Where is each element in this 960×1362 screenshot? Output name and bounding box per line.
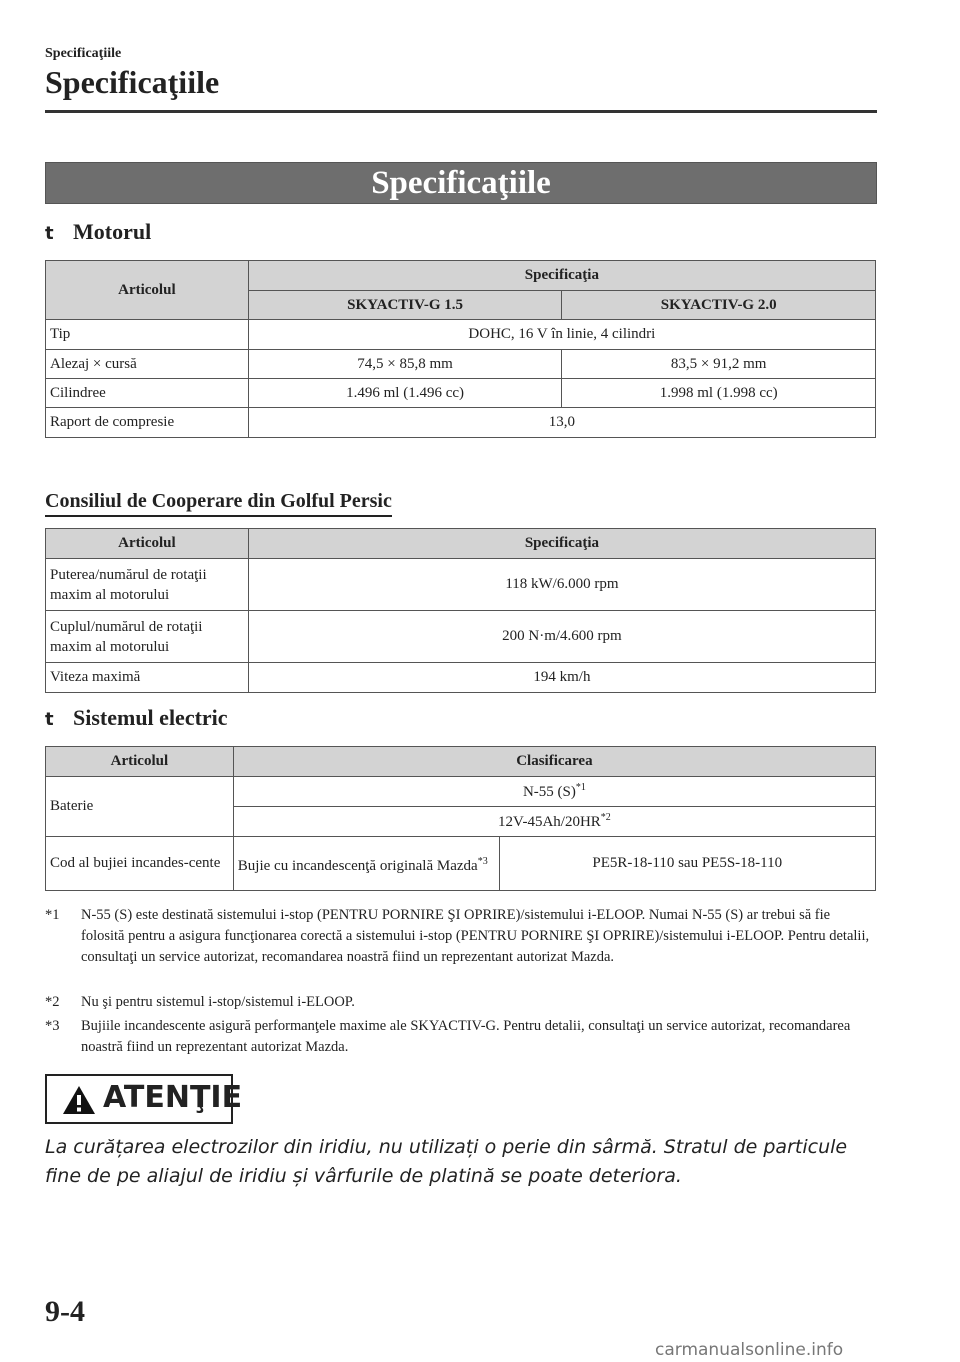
footnote-text: Bujiile incandescente asigură performanţele maxime ale SKYACTIV-G. Pentru detalii, consultaţi un service autorizat, recomandarea noastră fiind un reprezentant autorizat Mazda. bbox=[81, 1018, 851, 1055]
table-row bbox=[46, 611, 876, 663]
page-number: 9-4 bbox=[45, 1295, 85, 1328]
watermark: carmanualsonline.info bbox=[655, 1340, 844, 1360]
engine-header-spec: Specificaţia bbox=[248, 261, 875, 291]
row-value: 1.998 ml (1.998 cc) bbox=[562, 379, 876, 408]
footnote-ref: *1 bbox=[575, 782, 586, 793]
row-label: Cuplul/numărul de rotaţii maxim al motorului bbox=[46, 611, 249, 663]
row-label: Cilindree bbox=[46, 379, 249, 408]
table-row bbox=[46, 663, 876, 693]
warning-triangle-icon bbox=[61, 1084, 97, 1116]
engine-header-variant-2: SKYACTIV-G 2.0 bbox=[562, 291, 876, 320]
battery-value-1: N-55 $(S)^{*1}$ bbox=[233, 777, 875, 807]
row-value: 200 N·m/4.600 rpm bbox=[248, 611, 875, 663]
footnote-ref: *2 bbox=[600, 812, 611, 823]
row-label: Tip bbox=[46, 320, 249, 350]
caution-box bbox=[45, 1074, 243, 1124]
section-bullet-icon: t bbox=[45, 709, 54, 730]
footnote bbox=[45, 905, 875, 968]
electric-header-class: Clasificarea bbox=[233, 747, 875, 777]
row-label: Viteza maximă bbox=[46, 663, 249, 693]
row-value: 118 kW/6.000 rpm bbox=[248, 559, 875, 611]
engine-header-item: Articolul bbox=[46, 261, 249, 320]
table-row bbox=[46, 408, 876, 438]
section-bullet-icon: t bbox=[45, 223, 54, 244]
running-header-small: Specificaţiile bbox=[45, 46, 122, 61]
table-row bbox=[46, 379, 876, 408]
electric-table bbox=[45, 746, 876, 891]
footnote-mark: *1 bbox=[45, 907, 60, 923]
row-label: Puterea/numărul de rotaţii maxim al motorului bbox=[46, 559, 249, 611]
row-value: 83,5 × 91,2 mm bbox=[562, 350, 876, 379]
battery-label: Baterie bbox=[46, 777, 234, 837]
gcc-header-spec: Specificaţia bbox=[248, 529, 875, 559]
row-label: Raport de compresie bbox=[46, 408, 249, 438]
row-value: 194 km/h bbox=[248, 663, 875, 693]
footnote bbox=[45, 1016, 875, 1058]
table-row bbox=[46, 777, 876, 807]
footnote-ref: *3 bbox=[477, 855, 488, 867]
electric-title: Sistemul electric bbox=[73, 705, 228, 730]
table-row bbox=[46, 320, 876, 350]
row-value: 74,5 × 85,8 mm bbox=[248, 350, 562, 379]
footnote-text: N-55 (S) este destinată sistemului i-stop (PENTRU PORNIRE ŞI OPRIRE)/sistemului i-ELOOP. Numai N-55 (S) ar trebui să fie folosită pentru a asigura funcţionarea corectă a sistemului i-stop (PENTRU PORNIRE ŞI OPRIRE)/sistemului i-ELOOP. Pentru detalii, consultaţi un service autorizat, recomandarea noastră fiind un reprezentant autorizat Mazda. bbox=[81, 907, 870, 965]
row-label: Alezaj × cursă bbox=[46, 350, 249, 379]
electric-heading bbox=[45, 705, 228, 731]
gcc-table bbox=[45, 528, 876, 693]
battery-value-2: 12V-45Ah/20HR$^{*2}$ bbox=[233, 807, 875, 837]
table-row bbox=[46, 350, 876, 379]
footnote-text: Nu şi pentru sistemul i-stop/sistemul i-ELOOP. bbox=[81, 994, 355, 1010]
caution-label: ATENŢIE bbox=[103, 1080, 243, 1115]
row-value: DOHC, 16 V în linie, 4 cilindri bbox=[248, 320, 875, 350]
section-banner: Specificaţiile bbox=[45, 162, 877, 204]
gcc-subheading: Consiliul de Cooperare din Golful Persic bbox=[45, 490, 392, 517]
footnote-mark: *3 bbox=[45, 1018, 60, 1034]
row-value: 1.496 ml (1.496 cc) bbox=[248, 379, 562, 408]
header-rule bbox=[45, 110, 877, 113]
running-header-title: Specificaţiile bbox=[45, 64, 220, 100]
engine-title: Motorul bbox=[73, 219, 152, 244]
footnote bbox=[45, 992, 875, 1013]
engine-table bbox=[45, 260, 876, 438]
engine-header-variant-1: SKYACTIV-G 1.5 bbox=[248, 291, 562, 320]
footnote-mark: *2 bbox=[45, 994, 60, 1010]
electric-header-item: Articolul bbox=[46, 747, 234, 777]
plug-label: Cod al bujiei incandes-cente bbox=[46, 837, 234, 891]
gcc-header-item: Articolul bbox=[46, 529, 249, 559]
plug-description: Bujie cu incandescenţă originală Mazda$^{*3}$ bbox=[233, 837, 499, 891]
table-row bbox=[46, 837, 876, 891]
row-value: 13,0 bbox=[248, 408, 875, 438]
table-row bbox=[46, 559, 876, 611]
engine-heading bbox=[45, 219, 151, 245]
caution-text: La curățarea electrozilor din iridiu, nu utilizați o perie din sârmă. Stratul de particule fine de pe aliajul de iridiu și vârfurile de platină se poate deteriora. bbox=[45, 1136, 848, 1187]
plug-value: PE5R-18-110 sau PE5S-18-110 bbox=[499, 837, 875, 891]
